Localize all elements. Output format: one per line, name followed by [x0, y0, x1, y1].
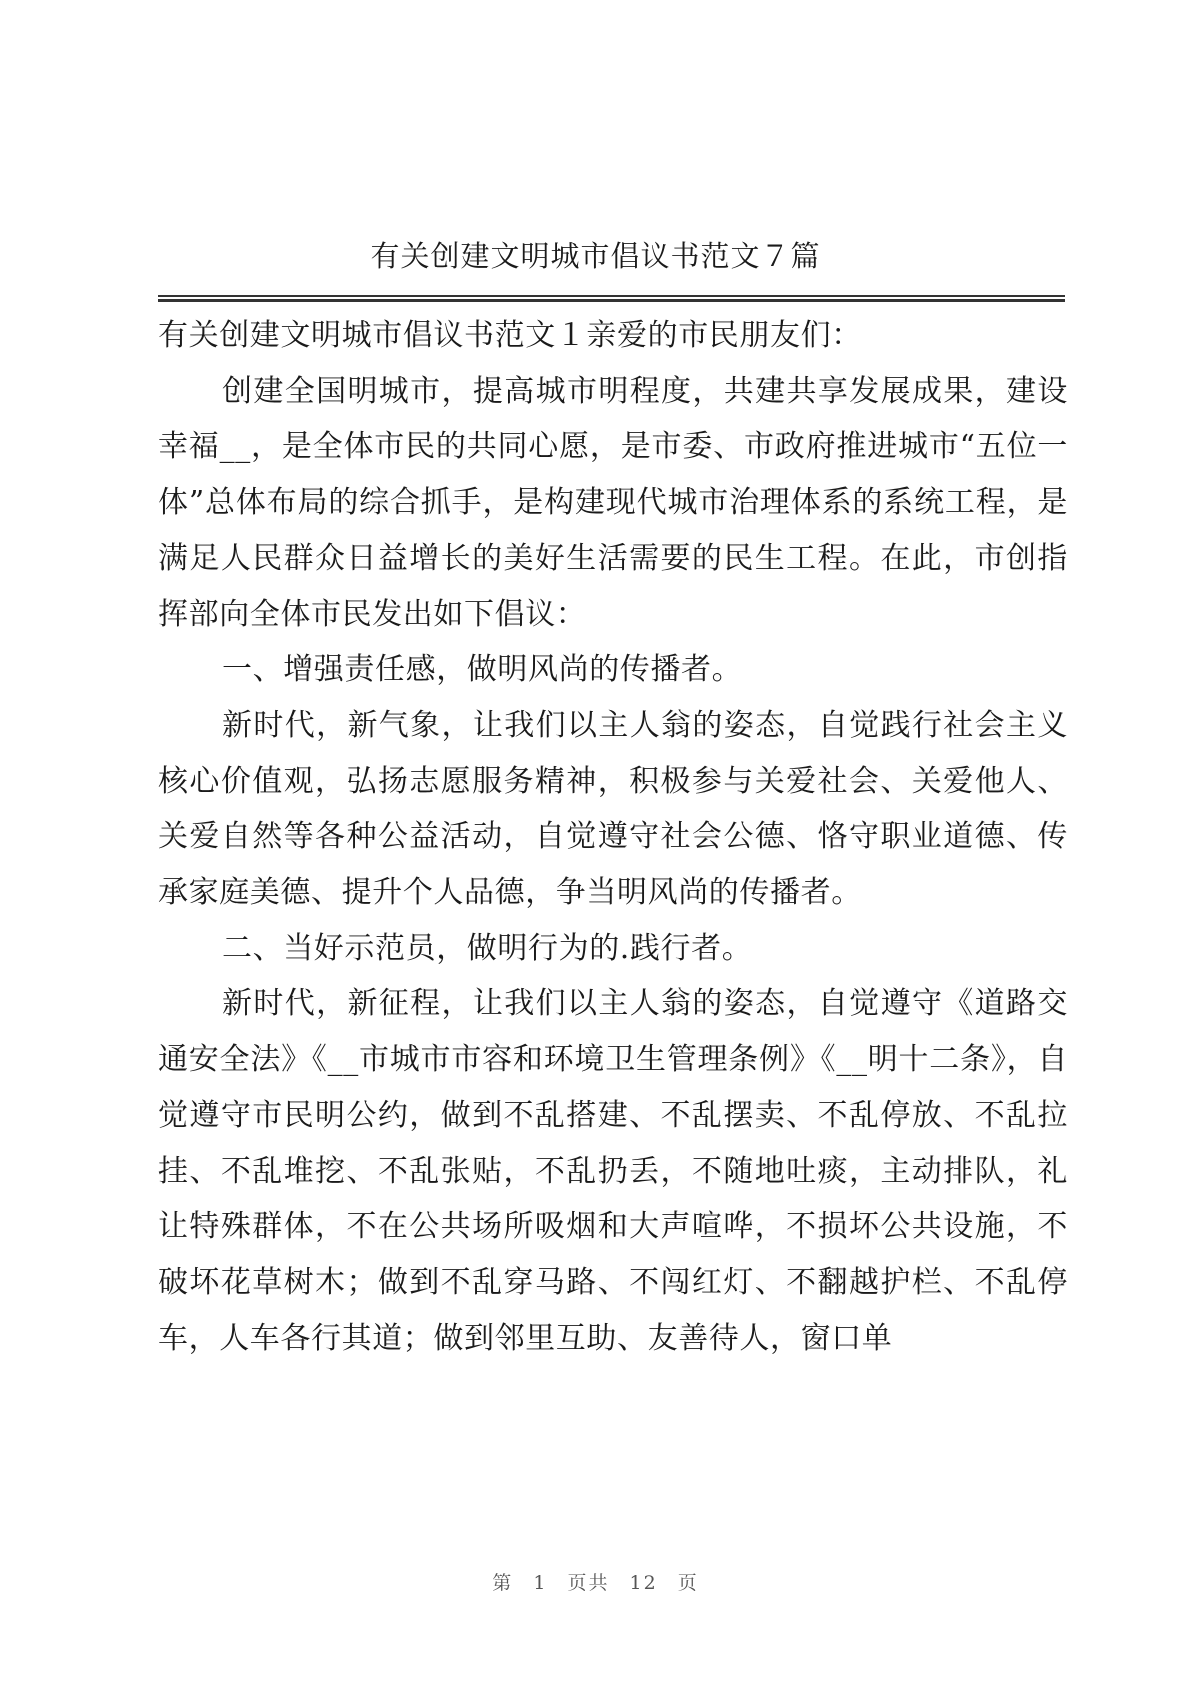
- section-paragraph-2: 新时代，新征程，让我们以主人翁的姿态，自觉遵守《道路交通安全法》《__市城市市容和环境卫生管理条例》《__明十二条》，自觉遵守市民明公约，做到不乱搭建、不乱摆卖、不乱停放、不乱拉挂、不乱堆挖、不乱张贴，不乱扔丢，不随地吐痰，主动排队，礼让特殊群体，不在公共场所吸烟和大声喧哗，不损坏公共设施，不破坏花草树木；做到不乱穿马路、不闯红灯、不翻越护栏、不乱停车，人车各行其道；做到邻里互助、友善待人，窗口单: [158, 986, 1068, 1356]
- salutation-paragraph: 有关创建文明城市倡议书范文１亲爱的市民朋友们：: [158, 318, 862, 353]
- document-body: [158, 308, 1068, 1366]
- document-title: 有关创建文明城市倡议书范文７篇: [370, 239, 821, 273]
- intro-paragraph: 创建全国明城市，提高城市明程度，共建共享发展成果，建设幸福__，是全体市民的共同心愿，是市委、市政府推进城市“五位一体”总体布局的综合抓手，是构建现代城市治理体系的系统工程，是满足人民群众日益增长的美好生活需要的民生工程。在此，市创指挥部向全体市民发出如下倡议：: [158, 373, 1068, 632]
- section-heading-1: 一、增强责任感，做明风尚的传播者。: [222, 652, 743, 688]
- title-divider-thick: [158, 299, 1065, 302]
- page-number-footer: 第 1 页共 12 页: [492, 1572, 699, 1594]
- section-paragraph-1: 新时代，新气象，让我们以主人翁的姿态，自觉践行社会主义核心价值观，弘扬志愿服务精神，积极参与关爱社会、关爱他人、关爱自然等各种公益活动，自觉遵守社会公德、恪守职业道德、传承家庭美德、提升个人品德，争当明风尚的传播者。: [158, 707, 1068, 911]
- title-divider-thin: [158, 295, 1065, 297]
- section-heading-2: 二、当好示范员，做明行为的.践行者。: [222, 930, 753, 966]
